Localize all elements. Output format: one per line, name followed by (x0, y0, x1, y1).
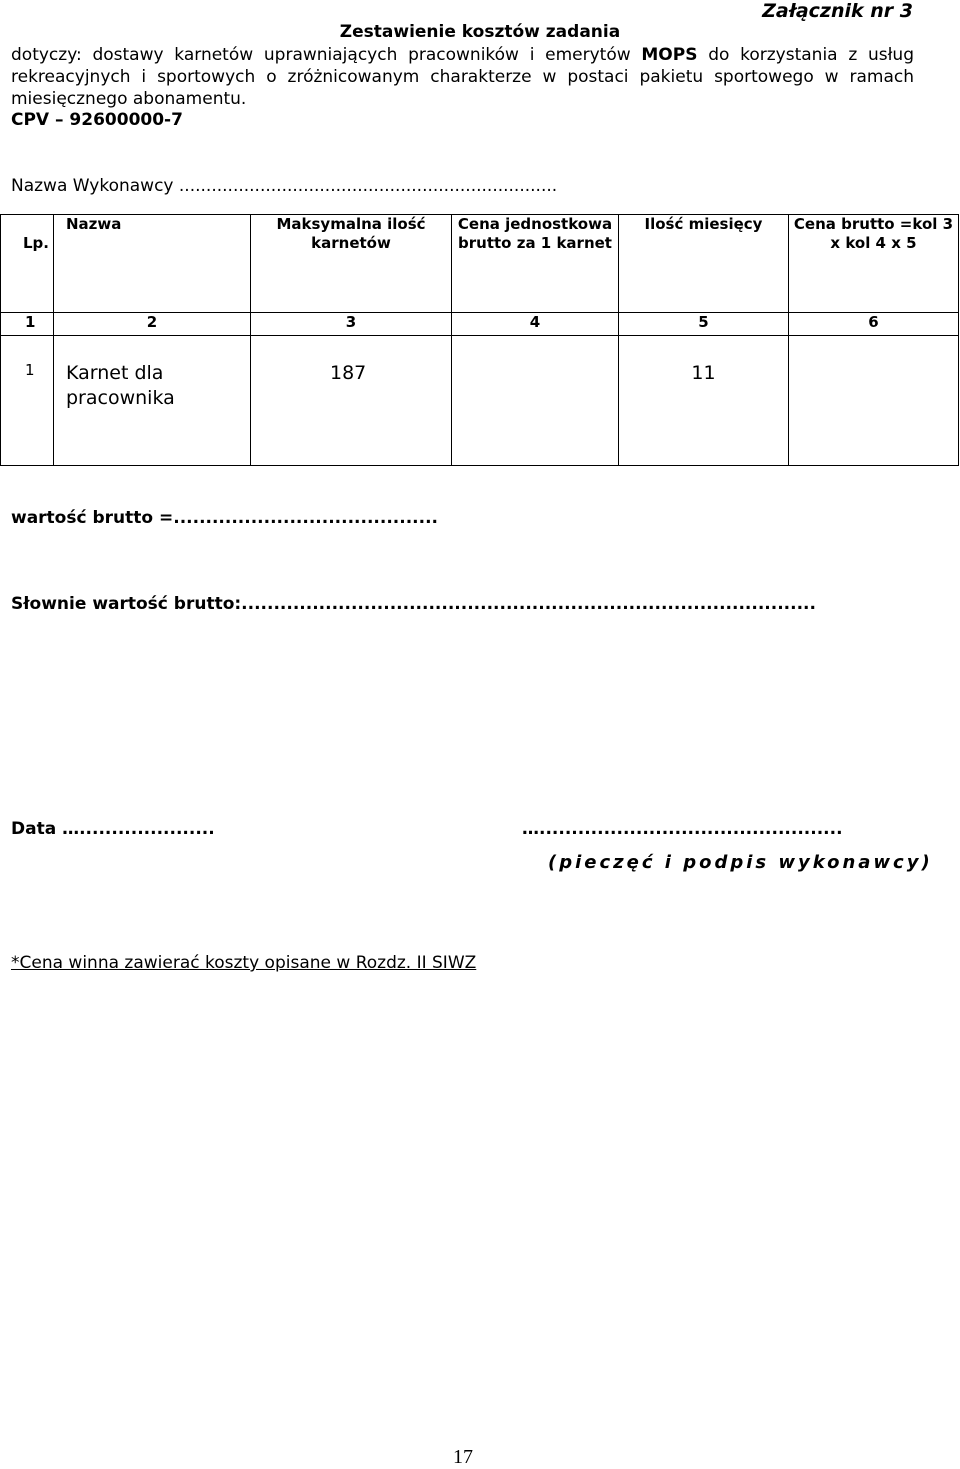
cpv-code: CPV – 92600000-7 (11, 110, 183, 130)
column-number: 3 (251, 313, 452, 336)
header-name: Nazwa (54, 215, 251, 313)
annex-label: Załącznik nr 3 (762, 0, 913, 22)
row-months: 11 (619, 336, 789, 466)
column-number: 5 (619, 313, 789, 336)
concern-paragraph (11, 44, 914, 110)
contractor-name-field: Nazwa Wykonawcy ...................................................................... (11, 176, 558, 196)
table-row (1, 336, 959, 466)
row-gross-cell[interactable] (789, 336, 959, 466)
concern-suffix: do korzystania z usług rekreacyjnych i sportowych o zróżnicowanym charakterze w postaci pakietu sportowego w ramach miesięcznego abonamentu. (11, 45, 915, 109)
header-unit-price: Cena jednostkowa brutto za 1 karnet (452, 215, 619, 313)
document-title: Zestawienie kosztów zadania (339, 22, 621, 42)
gross-value-line: wartość brutto =......................................... (11, 508, 439, 528)
concern-prefix: dotyczy: dostawy karnetów uprawniających pracowników i emerytów (11, 45, 642, 65)
signature-line: …............................................... (522, 819, 843, 839)
header-lp: Lp. (1, 215, 54, 313)
header-max-qty: Maksymalna ilość karnetów (251, 215, 452, 313)
signature-label: (pieczęć i podpis wykonawcy) (548, 852, 933, 873)
footnote: *Cena winna zawierać koszty opisane w Rozdz. II SIWZ (11, 953, 477, 973)
row-max-qty: 187 (251, 336, 452, 466)
gross-value-words-line: Słownie wartość brutto:......................................................................................... (11, 594, 816, 614)
row-lp: 1 (1, 336, 54, 466)
column-number: 4 (452, 313, 619, 336)
concern-bold: MOPS (641, 45, 698, 65)
column-number: 1 (1, 313, 54, 336)
header-gross: Cena brutto =kol 3 x kol 4 x 5 (789, 215, 959, 313)
column-number: 6 (789, 313, 959, 336)
row-name: Karnet dla pracownika (54, 336, 251, 466)
date-line: Data …..................... (11, 819, 215, 839)
page-number: 17 (453, 1446, 473, 1468)
row-unit-price-cell[interactable] (452, 336, 619, 466)
column-number: 2 (54, 313, 251, 336)
header-months: Ilość miesięcy (619, 215, 789, 313)
column-number-row (1, 313, 959, 336)
table-header-row (1, 215, 959, 313)
costs-table (0, 214, 959, 466)
